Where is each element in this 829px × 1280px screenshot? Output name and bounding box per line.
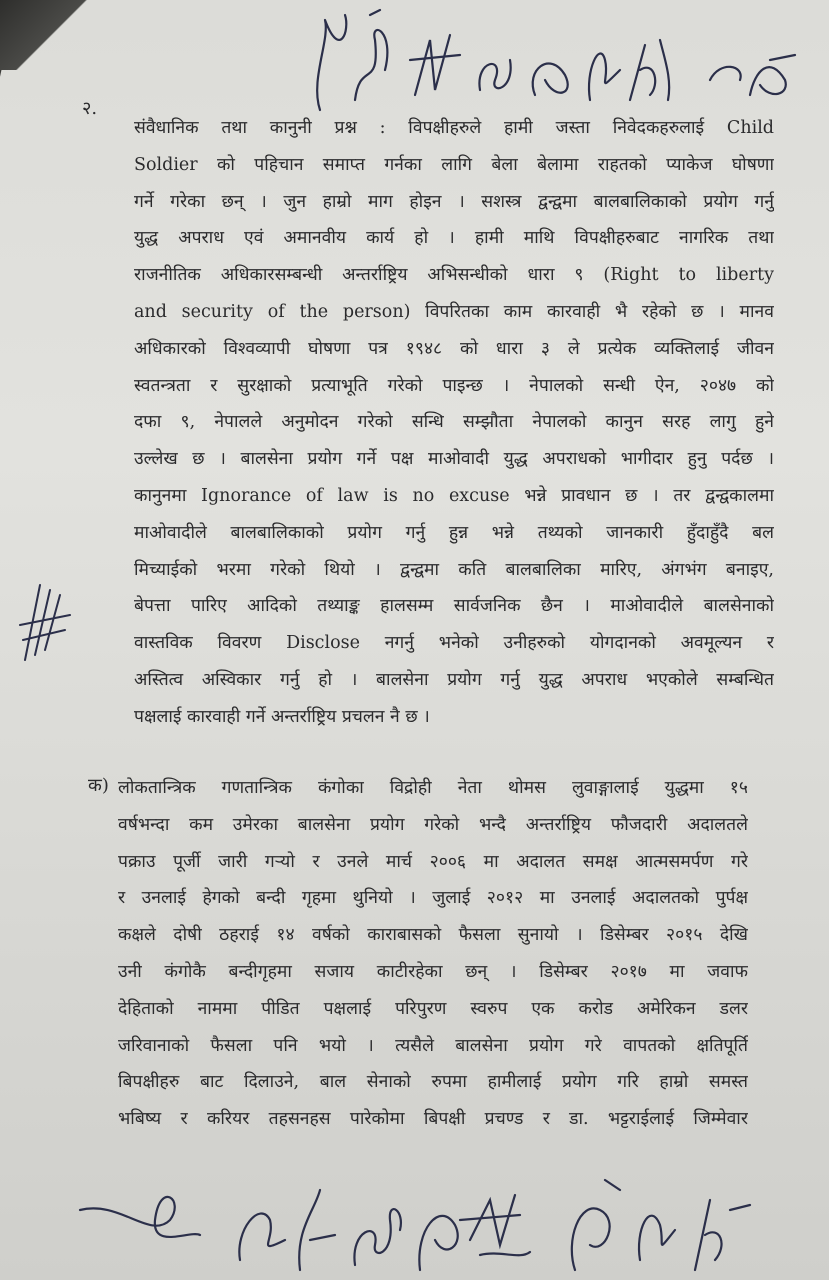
text-line: बिपक्षीहरु बाट दिलाउने, बाल सेनाको रुपमा हामीलाई प्रयोग गरि हाम्रो समस्त <box>118 1072 748 1093</box>
signature-left-margin <box>15 570 75 670</box>
signature-mark <box>460 1195 530 1255</box>
text-line: र उनलाई हेगको बन्दी गृहमा थुनियो । जुलाई २०१२ मा उनलाई अदालतको पुर्पक्ष <box>118 888 748 909</box>
text-line: वर्षभन्दा कम उमेरका बालसेना प्रयोग गरेको भन्दै अन्तर्राष्ट्रिय फौजदारी अदालतले <box>118 814 748 835</box>
signature-mark <box>419 1216 457 1270</box>
signatures-top <box>300 0 820 125</box>
text-line: and security of the person) विपरितका काम कारवाही भै रहेको छ । मानव <box>134 301 774 322</box>
signatures-bottom <box>60 1160 820 1280</box>
text-line: मिच्याईको भरमा गरेको थियो । द्वन्द्वमा कति बालबालिका मारिए, अंगभंग बनाइए, <box>134 559 774 580</box>
signature-mark <box>355 10 387 100</box>
text-line: पक्षलाई कारवाही गर्ने अन्तर्राष्ट्रिय प्रचलन नै छ । <box>134 706 430 727</box>
signature-mark <box>479 60 510 90</box>
page-corner-shadow <box>0 0 120 70</box>
section-ka-body <box>118 770 748 1138</box>
signature-mark <box>695 1200 750 1270</box>
text-line: माओवादीले बालबालिकाको प्रयोग गर्नु हुन्न भन्ने तथ्यको जानकारी हुँदाहुँदै बल <box>134 522 774 543</box>
text-line: भबिष्य र करियर तहसनहस पारेकोमा बिपक्षी प्रचण्ड र डा. भट्टराईलाई जिम्मेवार <box>118 1109 748 1130</box>
signature-mark <box>354 1209 400 1265</box>
signature-mark <box>710 55 795 95</box>
text-line: बेपत्ता पारिए आदिको तथ्याङ्क हालसम्म सार्वजनिक छैन । माओवादीले बालसेनाको <box>134 596 774 617</box>
text-line: अधिकारको विश्वव्यापी घोषणा पत्र १९४८ को धारा ३ ले प्रत्येक व्यक्तिलाई जीवन <box>134 338 774 359</box>
signature-mark <box>572 1180 620 1270</box>
text-line: कानुनमा Ignorance of law is no excuse भन्ने प्रावधान छ । तर द्वन्द्वकालमा <box>134 485 774 506</box>
text-line: पक्राउ पूर्जी जारी गर्‍यो र उनले मार्च २००६ मा अदालत समक्ष आत्मसमर्पण गरे <box>118 851 748 872</box>
section-2-body <box>134 110 774 736</box>
text-line: युद्ध अपराध एवं अमानवीय कार्य हो । हामी माथि विपक्षीहरुबाट नागरिक तथा <box>134 228 774 249</box>
signature-mark <box>533 64 568 95</box>
text-line: उल्लेख छ । बालसेना प्रयोग गर्ने पक्ष माओवादी युद्ध अपराधको भागीदार हुनु पर्दछ । <box>134 449 774 470</box>
text-line: देहिताको नाममा पीडित पक्षलाई परिपुरण स्वरुप एक करोड अमेरिकन डलर <box>118 998 748 1019</box>
signature-mark <box>410 35 460 95</box>
text-line: जरिवानाको फैसला पनि भयो । त्यसैले बालसेना प्रयोग गरे वापतको क्षतिपूर्ति <box>118 1035 748 1056</box>
text-line: संवैधानिक तथा कानुनी प्रश्न : विपक्षीहरुले हामी जस्ता निवेदकहरुलाई Child <box>134 118 774 138</box>
item-label-ka: क) <box>88 775 109 796</box>
text-line: अस्तित्व अस्विकार गर्नु हो । बालसेना प्रयोग गर्नु युद्ध अपराध भएकोले सम्बन्धित <box>134 669 774 690</box>
text-line: लोकतान्त्रिक गणतान्त्रिक कंगोका विद्रोही नेता थोमस लुवाङ्गालाई युद्धमा १५ <box>118 778 748 798</box>
text-line: स्वतन्त्रता र सुरक्षाको प्रत्याभूति गरेको पाइन्छ । नेपालको सन्धी ऐन, २०४७ को <box>134 375 774 396</box>
text-line: दफा ९, नेपालले अनुमोदन गरेको सन्धि सम्झौता नेपालको कानुन सरह लागु हुने <box>134 412 774 433</box>
signature-mark <box>239 1214 285 1260</box>
text-line: राजनीतिक अधिकारसम्बन्धी अन्तर्राष्ट्रिय अभिसन्धीको धारा ९ (Right to liberty <box>134 265 774 286</box>
item-number-2: २. <box>82 98 98 119</box>
text-line: Soldier को पहिचान समाप्त गर्नका लागि बेला बेलामा राहतको प्याकेज घोषणा <box>134 154 774 175</box>
text-line: गर्ने गरेका छन् । जुन हाम्रो माग होइन । सशस्त्र द्वन्द्वमा बालबालिकाको प्रयोग गर्नु <box>134 191 774 212</box>
signature-mark <box>80 1197 200 1237</box>
signature-mark <box>639 1216 675 1260</box>
signature-mark <box>299 1190 335 1270</box>
text-line: कक्षले दोषी ठहराई १४ वर्षको काराबासको फैसला सुनायो । डिसेम्बर २०१५ देखि <box>118 925 748 946</box>
signature-mark <box>317 15 346 110</box>
text-line: वास्तविक विवरण Disclose नगर्नु भनेको उनीहरुको योगदानको अवमूल्यन र <box>134 633 774 654</box>
signature-mark <box>630 40 669 100</box>
signature-mark <box>589 54 620 100</box>
text-line: उनी कंगोकै बन्दीगृहमा सजाय काटीरहेका छन् । डिसेम्बर २०१७ मा जवाफ <box>118 961 748 982</box>
